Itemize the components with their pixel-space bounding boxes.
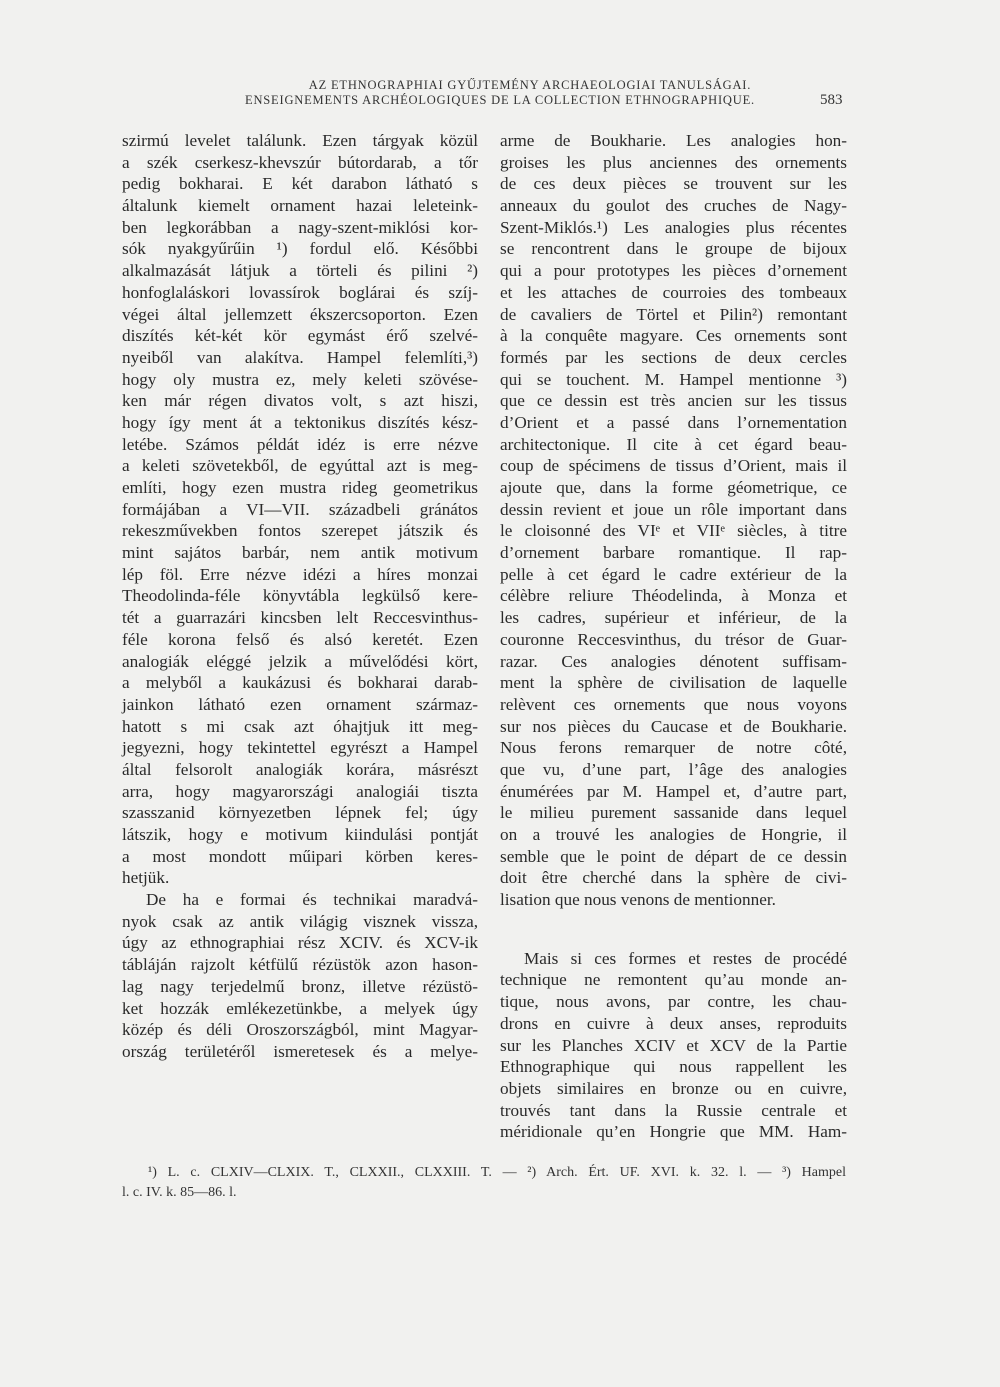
text-line: pedig bokharai. E két darabon látható s	[122, 174, 478, 194]
footnote-line-2: l. c. IV. k. 85—86. l.	[122, 1185, 237, 1200]
text-line: látszik, hogy e motivum kiindulási pontját	[122, 825, 478, 844]
text-line: objets similaires en bronze ou en cuivre,	[500, 1078, 847, 1098]
text-line: le milieu purement sassanide dans lequel	[500, 803, 847, 823]
text-line: d’ornement barbare romantique. Il rap-	[500, 543, 847, 563]
text-line: célèbre reliure Théodelinda, à Monza et	[500, 586, 847, 606]
text-line: les cadres, supérieur et inférieur, de la	[500, 608, 847, 628]
text-line: által felsorolt analogiák korára, másrészt	[122, 759, 478, 779]
footnote-line-1: ¹) L. c. CLXIV—CLXIX. T., CLXXII., CLXXIII. T. — ²) Arch. Ért. UF. XVI. k. 32. l. — ³) Hampel	[148, 1165, 846, 1180]
text-line: on a trouvé les analogies de Hongrie, il	[500, 825, 847, 844]
text-line: nyok csak az antik világig visznek vissza,	[122, 911, 478, 931]
text-line: lisation que nous venons de mentionner.	[500, 890, 776, 910]
text-line: a melyből a kaukázusi és bokharai darab-	[122, 673, 478, 693]
text-line: sur nos pièces du Caucase et de Boukharie.	[500, 716, 847, 736]
text-line: Theodolinda-féle könyvtábla legkülső kere-	[122, 586, 478, 606]
text-line: a most mondott műipari körben keres-	[122, 846, 478, 866]
text-line: formájában a VI—VII. századbeli gránátos	[122, 499, 478, 519]
text-line: doit être cherché dans la sphère de civi-	[500, 868, 847, 888]
text-line: hogy így ment át a tektonikus diszítés kész-	[122, 412, 478, 432]
text-line: De ha e formai és technikai maradvá-	[146, 890, 478, 910]
text-line: nyeiből van alakítva. Hampel felemlíti,³)	[122, 347, 478, 367]
text-line: letébe. Számos példát idéz is erre nézve	[122, 434, 478, 454]
text-line: Mais si ces formes et restes de procédé	[524, 948, 847, 968]
text-line: formés par les sections de deux cercles	[500, 347, 847, 367]
text-line: de cavaliers de Törtel et Pilin²) remontant	[500, 304, 847, 324]
text-line: lép föl. Erre nézve idézi a híres monzai	[122, 564, 478, 584]
text-line: ben legkorábban a nagy-szent-miklósi kor-	[122, 217, 478, 237]
text-line: sók nyakgyűrűin ¹) fordul elő. Későbbi	[122, 239, 478, 259]
text-line: se rencontrent dans le groupe de bijoux	[500, 239, 847, 259]
header-hungarian-title: AZ ETHNOGRAPHIAI GYŰJTEMÉNY ARCHAEOLOGIAI TANULSÁGAI.	[308, 78, 752, 92]
text-line: tábláján rajzolt kétfülű rézüstök azon hason-	[122, 955, 478, 975]
text-line: méridionale qu’en Hongrie que MM. Ham-	[500, 1122, 847, 1142]
text-line: Ethnographique qui nous rappellent les	[500, 1057, 847, 1077]
text-line: alkalmazását látjuk a törteli és pilini ²)	[122, 261, 478, 281]
text-line: ajoute que, dans la forme géometrique, ce	[500, 478, 847, 497]
page-number: 583	[820, 92, 843, 108]
text-line: Szent-Miklós.¹) Les analogies plus récentes	[500, 217, 847, 237]
text-line: szasszanid környezetben lépnek fel; úgy	[122, 803, 478, 823]
text-line: hogy oly mustra ez, mely keleti szövése-	[122, 369, 478, 389]
text-line: technique ne remontent qu’au monde an-	[500, 970, 847, 990]
text-line: couronne Reccesvinthus, du trésor de Guar-	[500, 629, 847, 649]
text-line: a keleti szövetekből, de egyúttal azt is meg-	[122, 456, 478, 476]
text-line: mint sajátos barbár, nem antik motivum	[122, 543, 478, 563]
text-line: pelle à cet égard le cadre extérieur de la	[500, 564, 847, 584]
left-column-hungarian-text	[122, 130, 478, 1063]
paragraph-gap	[500, 911, 847, 948]
text-line: groises les plus anciennes des ornements	[500, 152, 847, 172]
text-line: jainkon látható ezen ornament származ-	[122, 694, 478, 714]
text-line: et les attaches de courroies des tombeaux	[500, 282, 847, 302]
text-line: qui a pour prototypes les pièces d’ornement	[500, 261, 847, 281]
text-line: említi, hogy ezen mustra rideg geometrikus	[122, 478, 478, 497]
text-line: általunk kiemelt ornament hazai leleteink-	[122, 196, 478, 216]
running-header	[0, 78, 1000, 108]
right-column-french-text	[500, 130, 847, 1143]
text-line: razar. Ces analogies dénotent suffisam-	[500, 651, 847, 671]
text-line: trouvés tant dans la Russie centrale et	[500, 1100, 847, 1120]
text-line: qui se touchent. M. Hampel mentionne ³)	[500, 369, 847, 389]
text-line: szirmú levelet találunk. Ezen tárgyak közül	[122, 131, 478, 150]
text-line: hatott s mi csak azt óhajtjuk itt meg-	[122, 716, 478, 736]
text-line: sur les Planches XCIV et XCV de la Partie	[500, 1035, 847, 1055]
text-line: ment la sphère de civilisation de laquelle	[500, 673, 847, 693]
text-line: à la conquête magyare. Ces ornements sont	[500, 326, 847, 346]
text-line: ország területéről ismeretesek és a melye-	[122, 1041, 478, 1061]
text-line: architectonique. Il cite à cet égard beau-	[500, 434, 847, 454]
text-line: féle korona felső és alsó keretét. Ezen	[122, 629, 478, 649]
text-line: que vu, d’une part, l’âge des analogies	[500, 759, 847, 779]
header-french-title: ENSEIGNEMENTS ARCHÉOLOGIQUES DE LA COLLECTION ETHNOGRAPHIQUE.	[245, 93, 755, 107]
text-line: relèvent ces ornements que nous voyons	[500, 694, 847, 714]
text-line: ken már régen divatos volt, s azt hiszi,	[122, 391, 478, 411]
text-line: dessin revient et joue un rôle important dans	[500, 499, 847, 519]
text-line: énumérées par M. Hampel et, d’autre part,	[500, 781, 847, 801]
text-line: anneaux du goulot des cruches de Nagy-	[500, 196, 847, 216]
text-line: a szék cserkesz-khevszúr bútordarab, a tőr	[122, 152, 478, 172]
french-paragraph-2	[500, 948, 847, 1143]
text-line: arme de Boukharie. Les analogies hon-	[500, 131, 847, 150]
text-line: jegyezni, hogy tekintettel egyrészt a Hampel	[122, 738, 478, 758]
text-line: drons en cuivre à deux anses, reproduits	[500, 1013, 847, 1033]
text-line: tét a guarrazári kincsben lelt Reccesvinthus-	[122, 608, 478, 628]
text-line: coup de spécimens de tissus d’Orient, mais il	[500, 456, 847, 476]
text-line: analogiák eléggé jelzik a művelődési kört,	[122, 651, 478, 671]
text-line: diszítés két-két kör egymást érő szelvé-	[122, 326, 478, 346]
text-line: le cloisonné des VIᵉ et VIIᵉ siècles, à titre	[500, 521, 847, 541]
text-line: Nous ferons remarquer de notre côté,	[500, 738, 847, 758]
text-line: tique, nous avons, par contre, les chau-	[500, 992, 847, 1012]
text-line: honfoglaláskori lovassírok boglárai és szíj-	[122, 282, 478, 302]
text-line: rekeszművekben fontos szerepet játszik és	[122, 521, 478, 541]
text-line: hetjük.	[122, 868, 170, 888]
text-line: ket hozzák emlékezetünkbe, a melyek úgy	[122, 998, 478, 1018]
text-line: de ces deux pièces se trouvent sur les	[500, 174, 847, 194]
text-line: arra, hogy magyarországi analogiái tiszta	[122, 781, 478, 801]
text-line: úgy az ethnographiai rész XCIV. és XCV-ik	[122, 933, 478, 953]
french-paragraph-1	[500, 130, 847, 911]
text-line: lag nagy terjedelmű bronz, illetve rézüstö-	[122, 976, 478, 996]
text-line: semble que le point de départ de ce dessin	[500, 846, 847, 866]
footnotes	[122, 1163, 848, 1203]
text-line: közép és déli Oroszországból, mint Magyar-	[122, 1020, 478, 1040]
text-line: d’Orient et a passé dans l’ornementation	[500, 412, 847, 432]
text-line: que ce dessin est très ancien sur les tissus	[500, 391, 847, 411]
text-line: végei által jellemzett ékszercsoporton. Ezen	[122, 304, 478, 324]
